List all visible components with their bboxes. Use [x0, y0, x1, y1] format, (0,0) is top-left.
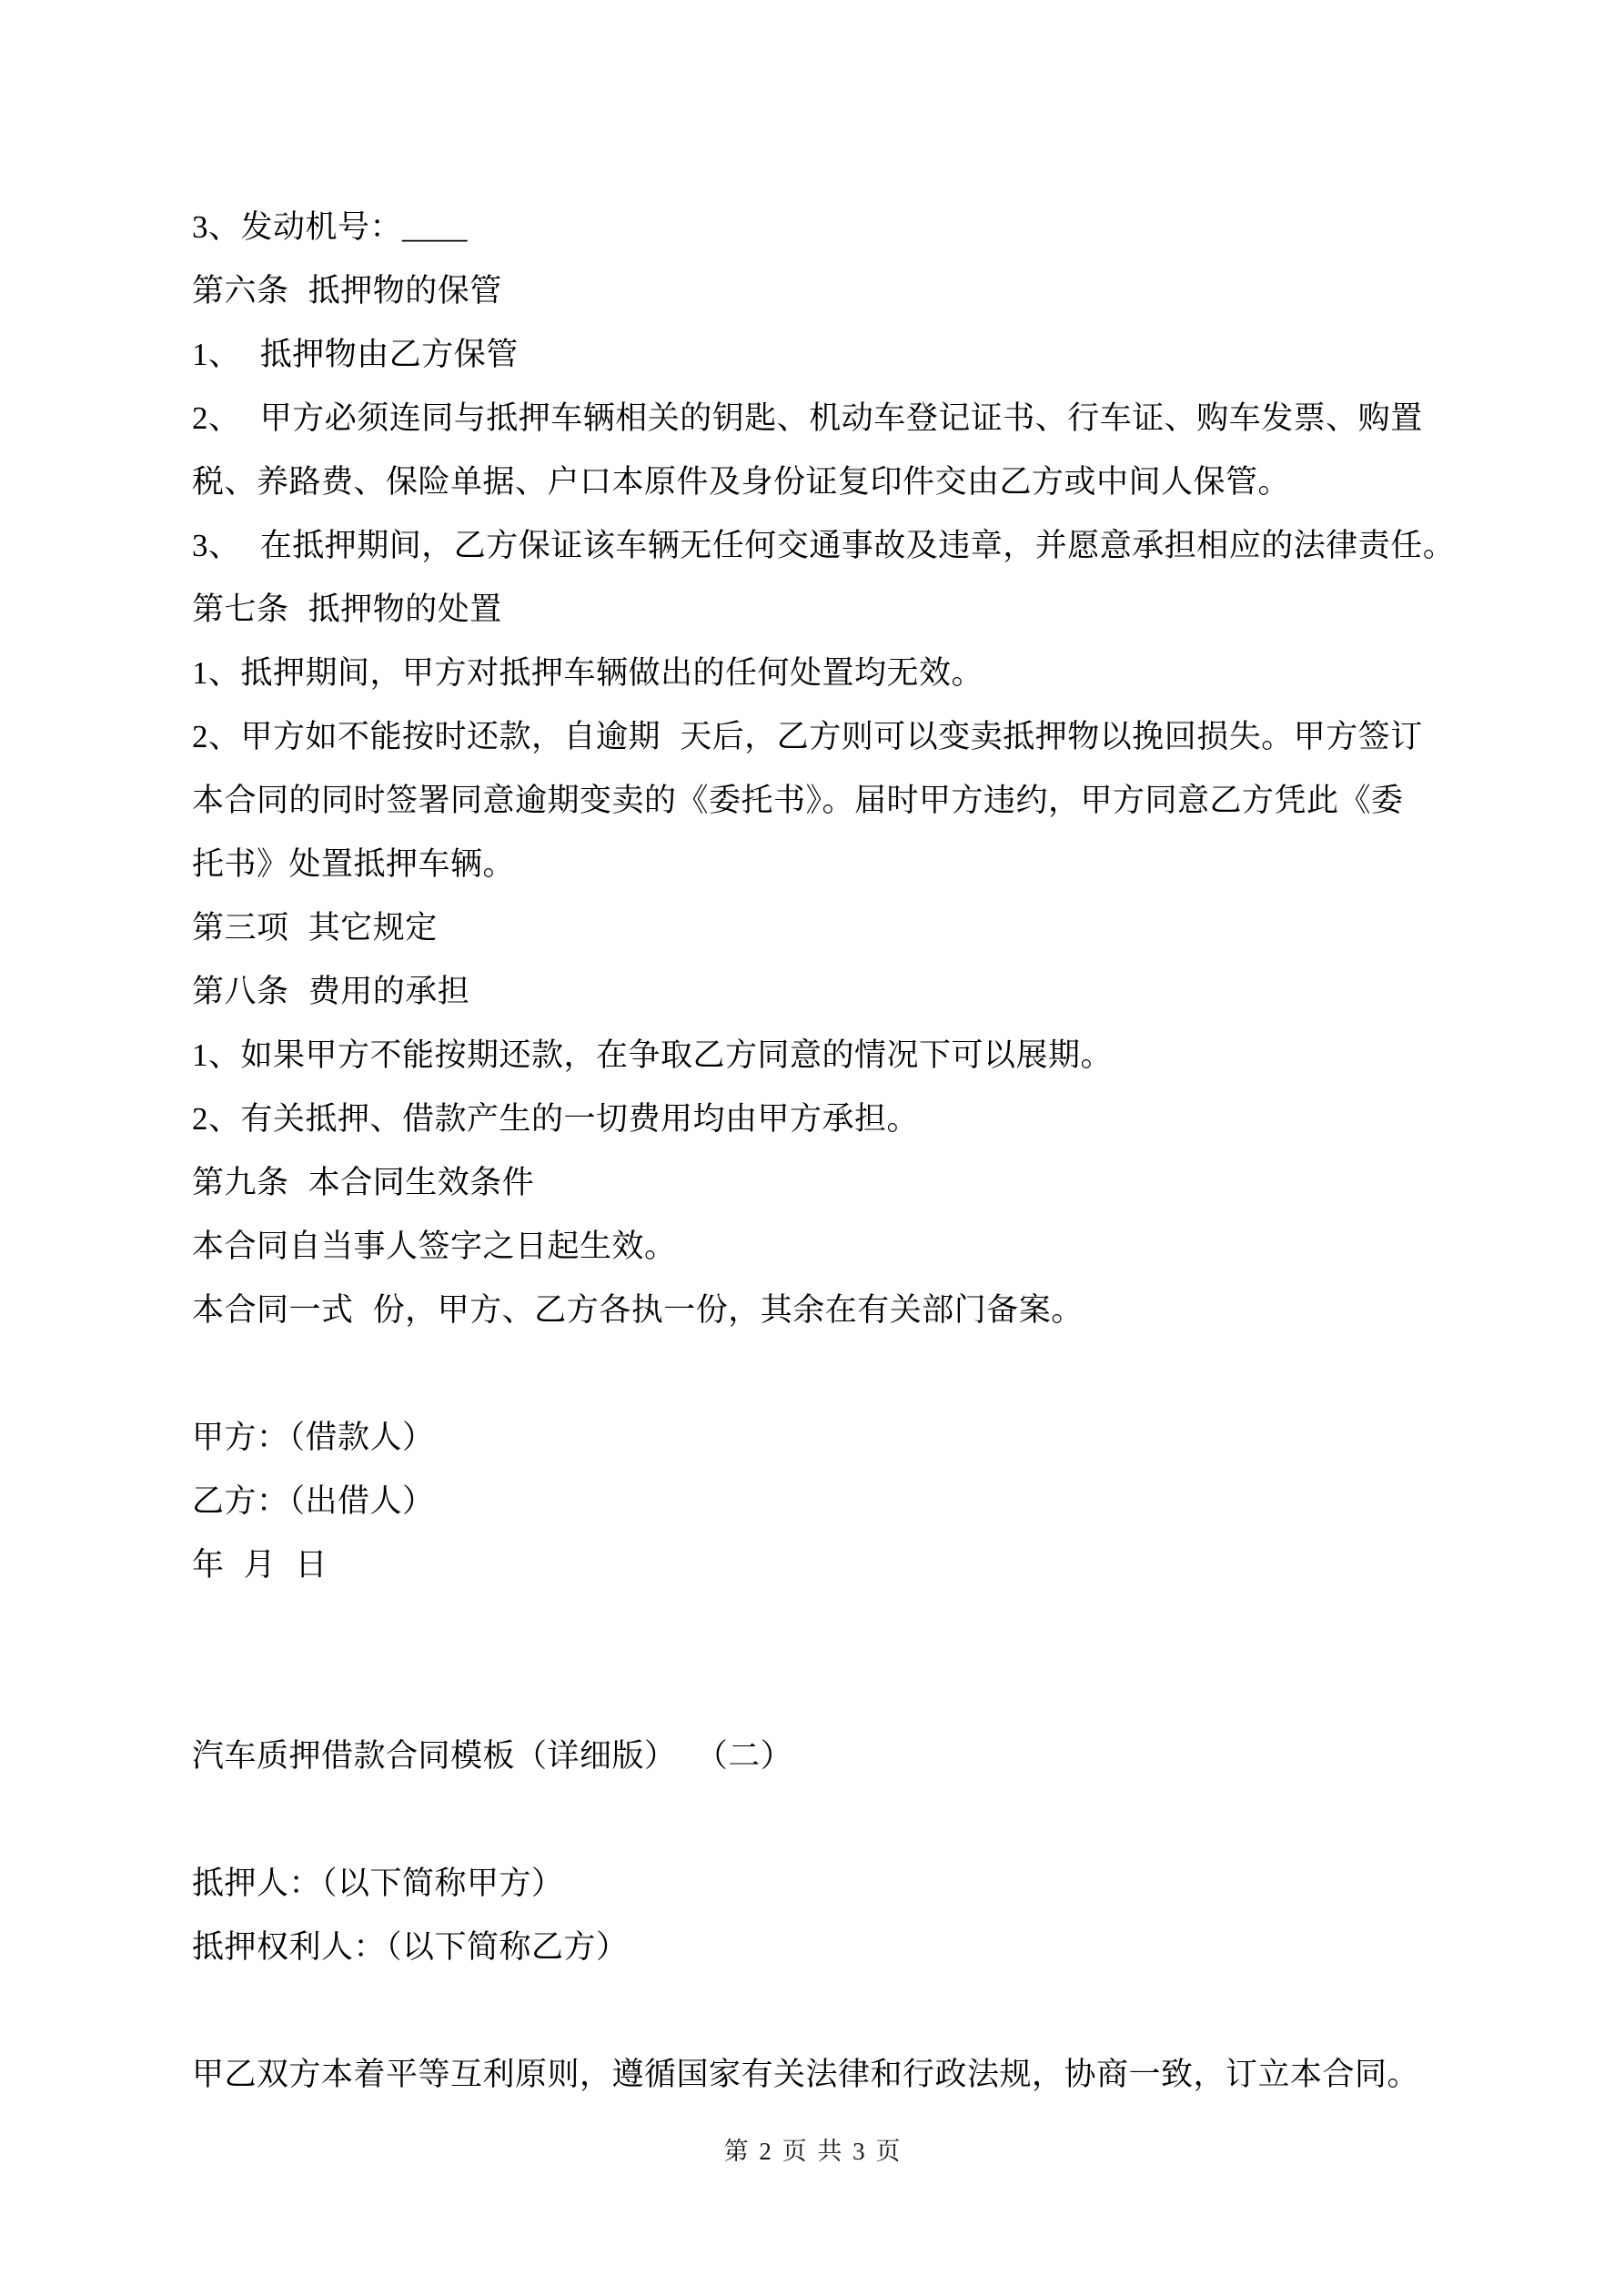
- doc-line: 3、发动机号：____: [192, 209, 469, 245]
- doc-line: 本合同的同时签署同意逾期变卖的《委托书》。届时甲方违约，甲方同意乙方凭此《委: [192, 783, 1404, 818]
- doc-line: 2、有关抵押、借款产生的一切费用均由甲方承担。: [192, 1101, 920, 1137]
- doc-line: 1、 抵押物由乙方保管: [192, 337, 519, 372]
- doc-line: 2、甲方如不能按时还款，自逾期 天后，乙方则可以变卖抵押物以挽回损失。甲方签订: [192, 719, 1423, 754]
- document-body: [192, 196, 1456, 2107]
- doc-line: 托书》处置抵押车辆。: [192, 846, 516, 882]
- doc-line: [192, 1597, 1447, 1661]
- doc-line: [192, 1788, 1447, 1852]
- doc-line: 1、抵押期间，甲方对抵押车辆做出的任何处置均无效。: [192, 655, 984, 691]
- page-footer: 第 2 页 共 3 页: [723, 2138, 901, 2165]
- doc-line: 3、 在抵押期间，乙方保证该车辆无任何交通事故及违章，并愿意承担相应的法律责任。: [192, 528, 1456, 563]
- doc-line: 第九条 本合同生效条件: [192, 1165, 535, 1200]
- doc-line: [192, 1342, 1447, 1406]
- doc-line: 第六条 抵押物的保管: [192, 273, 502, 308]
- doc-line: 第三项 其它规定: [192, 910, 438, 946]
- doc-line: 2、 甲方必须连同与抵押车辆相关的钥匙、机动车登记证书、行车证、购车发票、购置: [192, 400, 1423, 436]
- doc-line: [192, 1979, 1447, 2043]
- doc-line: 税、养路费、保险单据、户口本原件及身份证复印件交由乙方或中间人保管。: [192, 464, 1291, 500]
- doc-line: 甲乙双方本着平等互利原则，遵循国家有关法律和行政法规，协商一致，订立本合同。: [192, 2057, 1420, 2092]
- doc-line: 乙方：（出借人）: [192, 1483, 435, 1519]
- doc-line: 本合同自当事人签字之日起生效。: [192, 1229, 677, 1264]
- doc-line: [192, 1661, 1447, 1725]
- doc-line: 本合同一式 份，甲方、乙方各执一份，其余在有关部门备案。: [192, 1292, 1084, 1328]
- doc-line: 抵押权利人：（以下简称乙方）: [192, 1929, 629, 1965]
- doc-line: 抵押人：（以下简称甲方）: [192, 1866, 564, 1901]
- doc-line: 年 月 日: [192, 1547, 328, 1583]
- doc-line: 第七条 抵押物的处置: [192, 592, 502, 627]
- doc-line: 第八条 费用的承担: [192, 974, 470, 1009]
- doc-line: 汽车质押借款合同模板（详细版） （二）: [192, 1738, 793, 1774]
- doc-line: 1、如果甲方不能按期还款，在争取乙方同意的情况下可以展期。: [192, 1037, 1114, 1073]
- doc-line: 甲方：（借款人）: [192, 1420, 435, 1455]
